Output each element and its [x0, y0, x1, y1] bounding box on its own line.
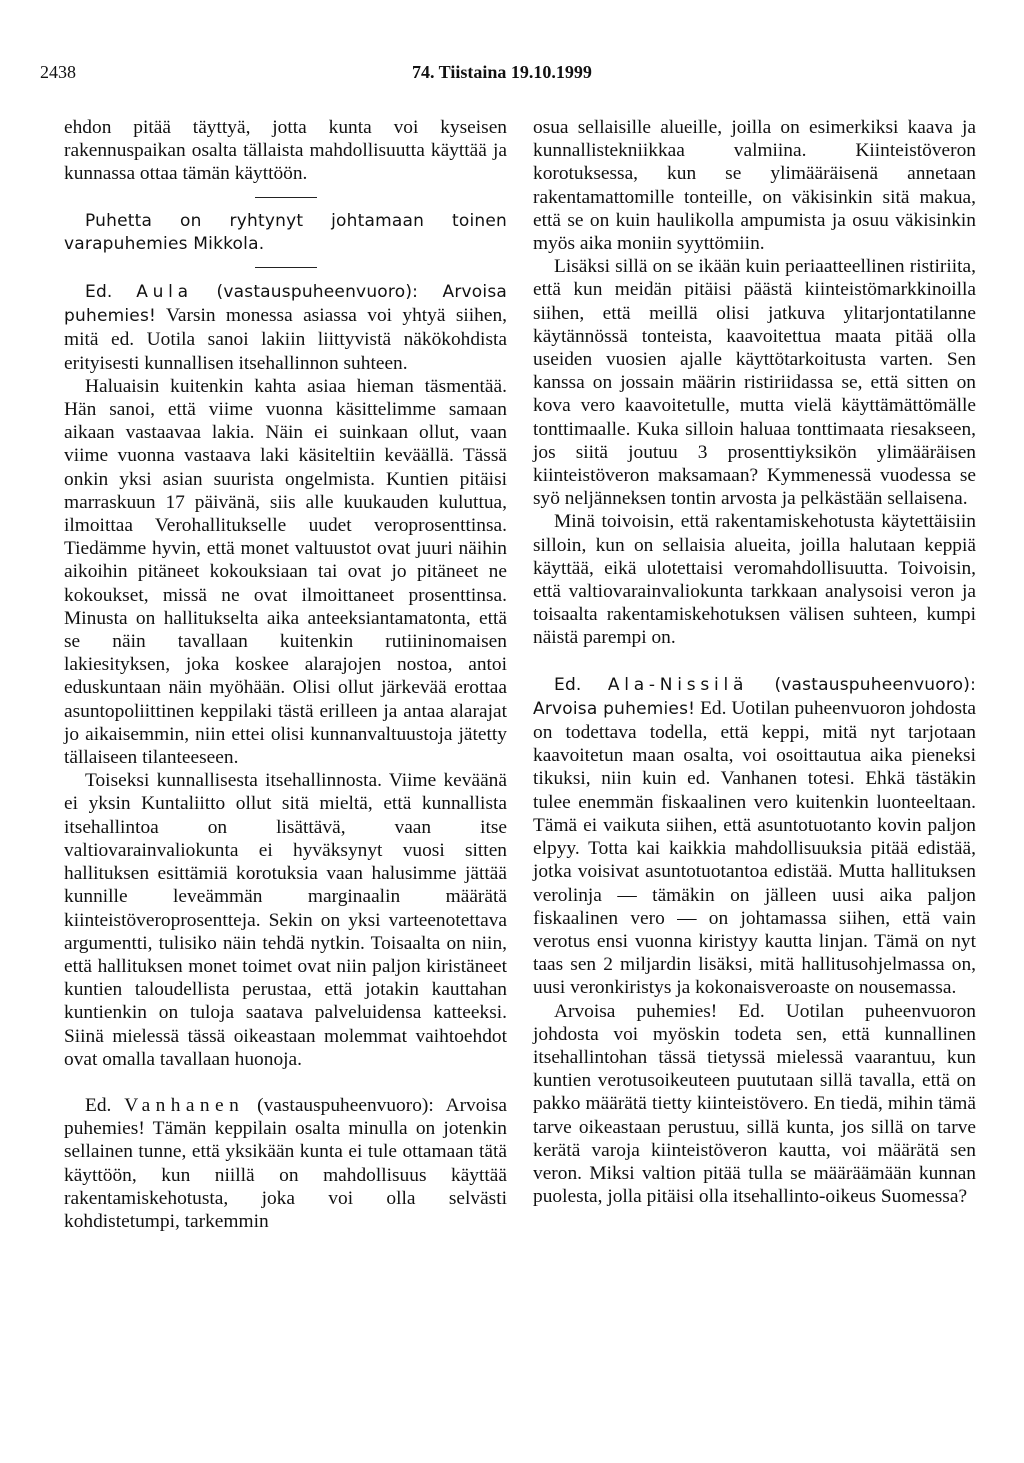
paragraph: Toiseksi kunnallisesta itsehallinnosta. Viime keväänä ei yksin Kuntaliitto ollut sitä mieltä, että kunnallista itsehallintoa on lisättävä, vaan itse valtiovarainvaliokunta ei hyväksynyt vuosi sitten hallituksen esittämiä korotuksia vaan halusimme jättää kunnille leveämmän marginaalin määrätä kiinteistöveroprosentteja. Sekin on yksi varteenotettava argumentti, tulisiko näin tehdä nytkin. Toisaalta on niin, että hallituksen monet toimet ovat niin paljon kiristäneet kuntien taloudellista perustaa, että jotakin kauttahan kuntienkin on tuloja saatava palveluidensa katteeksi. Siinä mielessä tässä oikeastaan molemmat vaihtoehdot ovat omalla tavallaan huonoja. [64, 770, 507, 1070]
right-column [533, 116, 976, 1208]
speaker-prefix: Ed. [554, 674, 582, 695]
page-header [0, 62, 1024, 92]
speech-aula [64, 280, 507, 375]
separator-rule [255, 267, 317, 268]
speech-vanhanen [64, 1094, 507, 1233]
speech-text: Ed. Uotilan puheenvuoron johdosta on todettava todella, että keppi, mitä nyt tarjotaan kaavoitetun maan osalta, voi osoittautua aika pieneksi tikuksi, niin kuin ed. Vanhanen totesi. Ehkä tästäkin tulee enemmän fiskaalinen vero kuitenkin luonteeltaan. Tämä ei vaikuta siihen, että asuntotuotanto kovin paljon elpyy. Totta kai kaikkia mahdollisuuksia pitää edistää, jotka voisivat asuntotuotantoa edistää. Mutta hallituksen verolinja — tämäkin on jälleen uusi aika paljon fiskaalinen vero — on johtamassa siihen, että vain verotus ensi vuonna kiristyy kautta linjan. Tämä on nyt taas sen 2 miljardin lisäksi, mitä hallitusohjelmassa on, uusi veronkiristys ja kokonaisveroaste on nousemassa. [533, 697, 976, 999]
speaker-name: Aula [136, 282, 193, 303]
paragraph: osua sellaisille alueille, joilla on esimerkiksi kaava ja kunnallistekniikkaa valmiina. Kiinteistöveron korotuksessa, kun se ylimääräisenä annetaan rakentamattomille tonteille, on väkisinkin sitä makua, että se on kuin haulikolla ampumista ja osuu väkisinkin myös aika moniin syyttömiin. [533, 117, 976, 255]
speech-ala-nissila [533, 673, 976, 1000]
speech-text: Tämän keppilain osalta minulla on jotenkin sellainen tunne, että yksikään kunta ei tule ottamaan tätä käyttöön, kun niillä on mahdollisuus käyttää rakentamiskehotusta, joka voi olla selvästi kohdistetumpi, tarkemmin [64, 1118, 507, 1232]
paragraph: Haluaisin kuitenkin kahta asiaa hieman täsmentää. Hän sanoi, että viime vuonna käsittelimme samaan aikaan vastaavaa lakia. Näin ei suinkaan ollut, vaan viime vuonna vastaava laki käsiteltiin keväällä. Tässä onkin yksi asian suurista ongelmista. Kuntien pitäisi marraskuun 17 päivänä, siis alle kuukauden kuluttua, ilmoittaa Verohallitukselle uudet veroprosenttinsa. Tiedämme hyvin, että monet valtuustot ovat juuri näihin aikoihin pitäneet kokouksiaan tai ovat jo pitäneet ne kokoukset, missä ne ovat ilmoittaneet prosenttinsa. Minusta on hallitukselta aika anteeksiantamatonta, että se näin tavallaan kuitenkin rutiininomaisen lakiesityksen, joka koskee alarajojen nostoa, antoi eduskuntaan näin myöhään. Olisi ollut järkevää erottaa asuntopoliittinen keppilaki tästä erilleen ja antaa alarajat jo aikaisemmin, niin ettei olisi kunnanvaltuustoja jätetty tällaiseen tilanteeseen. [64, 375, 507, 769]
speech-text: Varsin monessa asiassa voi yhtyä siihen, mitä ed. Uotila sanoi lakiin liittyvistä näkökohdista erityisesti kunnallisen itsehallinnon suhteen. [64, 305, 508, 374]
chair-notice: Puhetta on ryhtynyt johtamaan toinen varapuhemies Mikkola. [64, 210, 507, 254]
speaker-name: Ala-Nissilä [607, 674, 749, 695]
speaker-prefix: Ed. [85, 1094, 112, 1116]
page-number: 2438 [40, 62, 76, 82]
separator-rule [255, 197, 317, 198]
speech-intro: (vastauspuheenvuoro): Arvoisa puhemies! [533, 674, 976, 719]
speaker-name: Vanhanen [124, 1094, 245, 1116]
speech-intro: (vastauspuheenvuoro): Arvoisa puhemies! [64, 1094, 507, 1140]
left-column [64, 116, 507, 1233]
paragraph: Arvoisa puhemies! Ed. Uotilan puheenvuoron johdosta voi myöskin todeta sen, että kunnallinen itsehallintohan tässä tietyssä mielessä vaarantuu, kun kuntien verotusoikeuteen puututaan sillä tavalla, että on pakko määrätä tietty kiinteistövero. En tiedä, mihin tämä tarve oikeastaan perustuu, sillä kunta, jos sillä on tarve kerätä varoja kiinteistöveron kautta, voi määrätä sen veron. Miksi valtion pitää tulla se määräämään kunnan puolesta, jolla pitäisi olla itsehallinto-oikeus Suomessa? [533, 1000, 976, 1208]
paragraph: ehdon pitää täyttyä, jotta kunta voi kyseisen rakennuspaikan osalta tällaista mahdollisuutta käyttää ja kunnassa ottaa tämän käyttöön. [64, 117, 507, 185]
speech-intro: (vastauspuheenvuoro): Arvoisa puhemies! [64, 282, 507, 327]
paragraph: Minä toivoisin, että rakentamiskehotusta käytettäisiin silloin, kun on sellaisia alueita, joilla halutaan keppiä käyttää, eikä ulotettaisi veromahdollisuutta. Toivoisin, että valtiovarainvaliokunta tarkkaan analysoisi veron ja toisaalta rakentamiskehotuksen välisen suhteen, kumpi näistä parempi on. [533, 511, 976, 649]
session-date: 74. Tiistaina 19.10.1999 [412, 62, 592, 82]
speaker-prefix: Ed. [85, 282, 113, 303]
paragraph: Lisäksi sillä on se ikään kuin periaatteellinen ristiriita, että kun meidän pitäisi päästä kiinteistömarkkinoilla siihen, että meillä olisi jatkuva ylitarjontatilanne käytännössä tonteista, kaavoitettua maata pitää olla useiden vuosien ajalle käyttötarkoitusta varten. Sen kanssa on jossain määrin ristiriidassa se, että sitten on kova vero kaavoitetulle, mutta vielä käyttämättömälle tonttimaalle. Kuka silloin haluaa tonttimaata riesakseen, jos siitä joutuu 3 prosenttiyksikön ylimääräisen kiinteistöveron maksamaan? Kymmenessä vuodessa se syö neljänneksen tontin arvosta ja pelkästään sellaisena. [533, 256, 976, 510]
